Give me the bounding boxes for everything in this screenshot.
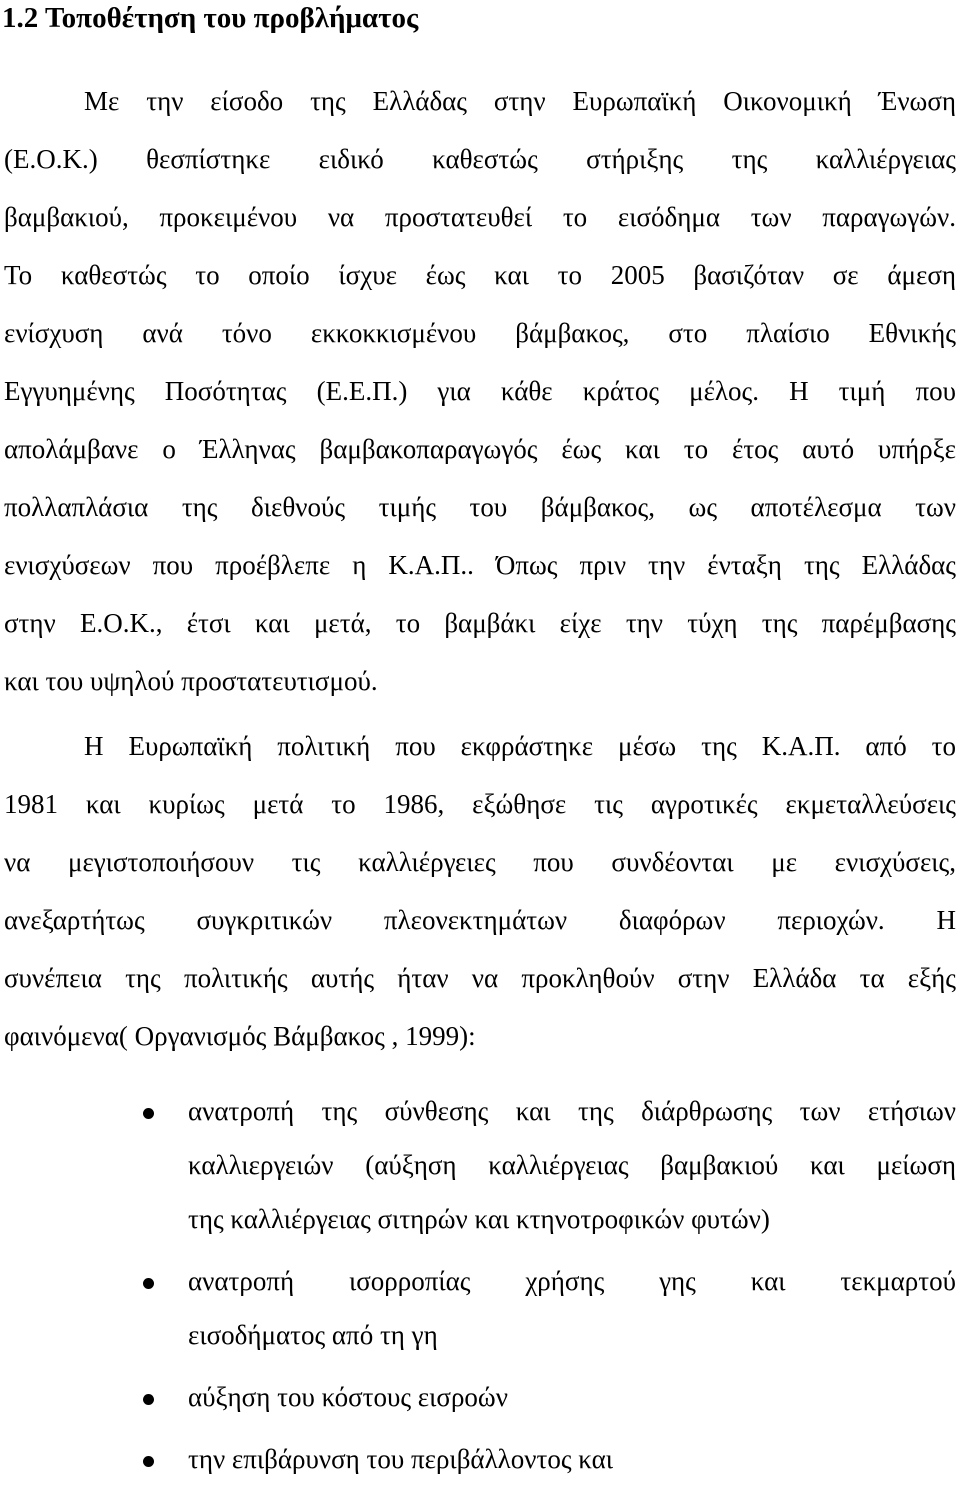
paragraph-line: φαινόμενα( Οργανισμός Βάμβακος , 1999): <box>4 1021 476 1051</box>
bullet-text <box>188 1370 772 1424</box>
bullet-icon <box>143 1394 154 1405</box>
paragraph-line: Με την είσοδο της Ελλάδας στην Ευρωπαϊκή Οικονομική Ένωση <box>84 86 956 116</box>
bullet-item <box>0 1432 772 1486</box>
paragraph-line: συνέπεια της πολιτικής αυτής ήταν να προκληθούν στην Ελλάδα τα εξής <box>4 963 956 993</box>
bullet-line: της καλλιέργειας σιτηρών και κτηνοτροφικών φυτών) <box>188 1204 770 1234</box>
paragraph-line: πολλαπλάσια της διεθνούς τιμής του βάμβακος, ως αποτέλεσμα των <box>4 492 956 522</box>
bullet-line: αύξηση του κόστους εισροών <box>188 1382 508 1412</box>
paragraph-line: απολάμβανε ο Έλληνας βαμβακοπαραγωγός έως και το έτος αυτό υπήρξε <box>4 434 956 464</box>
bullet-line: ανατροπή ισορροπίας χρήσης γης και τεκμαρτού <box>188 1266 956 1296</box>
bullet-line: ανατροπή της σύνθεσης και της διάρθρωσης των ετήσιων <box>188 1096 956 1126</box>
bullet-text <box>188 1254 956 1362</box>
paragraph-line: να μεγιστοποιήσουν τις καλλιέργειες που συνδέονται με ενισχύσεις, <box>4 847 956 877</box>
paragraph-1 <box>4 72 956 710</box>
paragraph-line: Το καθεστώς το οποίο ίσχυε έως και το 2005 βασιζόταν σε άμεση <box>4 260 956 290</box>
bullet-icon <box>143 1456 154 1467</box>
bullet-icon <box>143 1108 154 1119</box>
bullet-line: εισοδήματος από τη γη <box>188 1320 438 1350</box>
paragraph-line: ενίσχυση ανά τόνο εκκοκκισμένου βάμβακος, στο πλαίσιο Εθνικής <box>4 318 956 348</box>
paragraph-line: Η Ευρωπαϊκή πολιτική που εκφράστηκε μέσω της Κ.Α.Π. από το <box>84 731 956 761</box>
paragraph-line: (Ε.Ο.Κ.) θεσπίστηκε ειδικό καθεστώς στήριξης της καλλιέργειας <box>4 144 956 174</box>
paragraph-line: ανεξαρτήτως συγκριτικών πλεονεκτημάτων διαφόρων περιοχών. Η <box>4 905 956 935</box>
bullet-list <box>0 1084 960 1486</box>
bullet-text <box>188 1432 772 1486</box>
bullet-item <box>0 1254 956 1362</box>
paragraph-2 <box>4 717 956 1065</box>
paragraph-line: βαμβακιού, προκειμένου να προστατευθεί το εισόδημα των παραγωγών. <box>4 202 956 232</box>
bullet-text <box>188 1084 956 1246</box>
bullet-icon <box>143 1278 154 1289</box>
paragraph-line: και του υψηλού προστατευτισμού. <box>4 666 378 696</box>
paragraph-line: Εγγυημένης Ποσότητας (Ε.Ε.Π.) για κάθε κράτος μέλος. Η τιμή που <box>4 376 956 406</box>
bullet-item <box>0 1084 956 1246</box>
section-heading: 1.2 Τοποθέτηση του προβλήματος <box>2 2 419 34</box>
paragraph-line: ενισχύσεων που προέβλεπε η Κ.Α.Π.. Όπως πριν την ένταξη της Ελλάδας <box>4 550 956 580</box>
bullet-line: καλλιεργειών (αύξηση καλλιέργειας βαμβακιού και μείωση <box>188 1150 956 1180</box>
bullet-line: την επιβάρυνση του περιβάλλοντος και <box>188 1444 614 1474</box>
bullet-item <box>0 1370 772 1424</box>
paragraph-line: 1981 και κυρίως μετά το 1986, εξώθησε τις αγροτικές εκμεταλλεύσεις <box>4 789 956 819</box>
paragraph-line: στην Ε.Ο.Κ., έτσι και μετά, το βαμβάκι είχε την τύχη της παρέμβασης <box>4 608 956 638</box>
